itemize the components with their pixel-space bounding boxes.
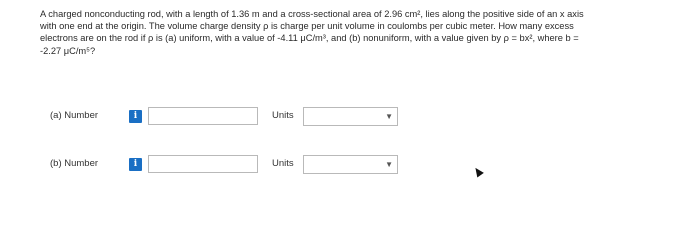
part-b-units-select[interactable] [303,155,398,174]
part-a-units-select[interactable] [303,107,398,126]
question-line: -2.27 μC/m⁵? [40,45,96,56]
part-a-number-input[interactable] [148,107,258,125]
part-b-number-input[interactable] [148,155,258,173]
answer-row-b [40,152,700,176]
question-line: electrons are on the rod if ρ is (a) uniform, with a value of -4.11 μC/m³, and (b) nonuniform, with a value given by ρ = bx², where b = [40,33,579,44]
part-b-units-label: Units [272,158,294,169]
question-line: A charged nonconducting rod, with a length of 1.36 m and a cross-sectional area of 2.96 cm², lies along the positive side of an x axis [40,9,584,19]
info-icon[interactable]: i [129,158,142,171]
chevron-down-icon: ▼ [385,112,393,121]
part-a-units-label: Units [272,110,294,121]
part-a-label: (a) Number [50,110,99,121]
part-b-label: (b) Number [50,158,99,169]
question-line: with one end at the origin. The volume charge density ρ is charge per unit volume in coulombs per cubic meter. How many excess [40,21,574,32]
info-icon[interactable]: i [129,110,142,123]
chevron-down-icon: ▼ [385,160,393,169]
question-text [40,8,670,57]
answer-row-a [40,104,700,128]
